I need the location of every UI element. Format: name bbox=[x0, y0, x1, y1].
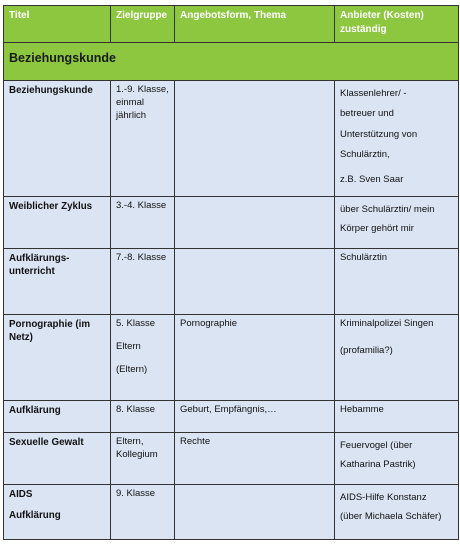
cell-angebot bbox=[175, 485, 335, 540]
cell-text: Rechte bbox=[180, 436, 211, 447]
cell-zielgruppe bbox=[111, 485, 175, 540]
cell-text: einmal bbox=[116, 96, 144, 108]
cell-text: Pornographie (im bbox=[9, 319, 91, 330]
cell-text: Beziehungskunde bbox=[9, 85, 93, 96]
cell-angebot bbox=[175, 401, 335, 433]
cell-text: Pornographie bbox=[180, 318, 238, 329]
header-titel: Titel bbox=[4, 6, 111, 43]
table-row bbox=[4, 197, 459, 249]
header-angebot: Angebotsform, Thema bbox=[175, 6, 335, 43]
table-row bbox=[4, 401, 459, 433]
cell-zielgruppe bbox=[111, 315, 175, 401]
cell-anbieter bbox=[335, 485, 459, 540]
cell-text: Eltern, bbox=[116, 436, 144, 447]
header-anbieter-line1: Anbieter (Kosten) bbox=[340, 10, 424, 21]
cell-anbieter bbox=[335, 249, 459, 315]
cell-anbieter bbox=[335, 401, 459, 433]
cell-text: 3.-4. Klasse bbox=[116, 200, 167, 211]
cell-text: Hebamme bbox=[340, 404, 384, 415]
header-anbieter-line2: zuständig bbox=[340, 23, 387, 35]
cell-text: (über Michaela Schäfer) bbox=[340, 511, 442, 522]
cell-text: Eltern bbox=[116, 340, 141, 352]
table-row bbox=[4, 81, 459, 197]
cell-text: 1.-9. Klasse, bbox=[116, 84, 169, 95]
cell-text: jährlich bbox=[116, 109, 147, 121]
cell-titel bbox=[4, 433, 111, 485]
cell-zielgruppe bbox=[111, 197, 175, 249]
cell-text: AIDS bbox=[9, 489, 33, 500]
cell-text: betreuer und bbox=[340, 108, 394, 120]
cell-text: Netz) bbox=[9, 332, 33, 344]
cell-zielgruppe bbox=[111, 249, 175, 315]
cell-text: Katharina Pastrik) bbox=[340, 459, 416, 470]
cell-text: AIDS-Hilfe Konstanz bbox=[340, 492, 427, 503]
cell-text: Aufklärung bbox=[9, 510, 61, 522]
cell-text: (profamilia?) bbox=[340, 344, 393, 356]
cell-zielgruppe bbox=[111, 401, 175, 433]
cell-text: 9. Klasse bbox=[116, 488, 156, 499]
cell-text: 8. Klasse bbox=[116, 404, 156, 415]
cell-text: Geburt, Empfängnis,… bbox=[180, 404, 277, 415]
header-zielgruppe: Zielgruppe bbox=[111, 6, 175, 43]
table-row bbox=[4, 249, 459, 315]
cell-text: Feuervogel (über bbox=[340, 440, 413, 451]
cell-titel bbox=[4, 485, 111, 540]
cell-titel bbox=[4, 81, 111, 197]
cell-text: Aufklärungs- bbox=[9, 253, 70, 264]
table-header-row bbox=[4, 6, 459, 43]
table-row bbox=[4, 485, 459, 540]
cell-zielgruppe bbox=[111, 433, 175, 485]
cell-text: Kriminalpolizei Singen bbox=[340, 318, 434, 329]
header-anbieter bbox=[335, 6, 459, 43]
cell-anbieter bbox=[335, 81, 459, 197]
cell-text: 7.-8. Klasse bbox=[116, 252, 167, 263]
cell-text: Kollegium bbox=[116, 448, 158, 460]
cell-angebot bbox=[175, 81, 335, 197]
section-title: Beziehungskunde bbox=[4, 43, 459, 81]
cell-text: Aufklärung bbox=[9, 405, 61, 416]
cell-text: über Schulärztin/ mein bbox=[340, 204, 435, 215]
cell-text: Schulärztin bbox=[340, 252, 387, 263]
cell-text: Schulärztin, bbox=[340, 149, 390, 161]
cell-text: Körper gehört mir bbox=[340, 223, 414, 234]
cell-text: Unterstützung von bbox=[340, 128, 418, 140]
offers-table bbox=[3, 5, 459, 540]
document-page bbox=[3, 5, 458, 540]
cell-text: z.B. Sven Saar bbox=[340, 173, 404, 185]
cell-titel bbox=[4, 249, 111, 315]
table-row bbox=[4, 315, 459, 401]
cell-text: unterricht bbox=[9, 266, 55, 278]
cell-text: Klassenlehrer/ - bbox=[340, 88, 407, 99]
section-row bbox=[4, 43, 459, 81]
cell-titel bbox=[4, 401, 111, 433]
cell-text: (Eltern) bbox=[116, 363, 148, 375]
cell-titel bbox=[4, 315, 111, 401]
cell-anbieter bbox=[335, 197, 459, 249]
cell-text: Weiblicher Zyklus bbox=[9, 201, 93, 212]
cell-angebot bbox=[175, 315, 335, 401]
cell-text: 5. Klasse bbox=[116, 318, 156, 329]
cell-anbieter bbox=[335, 315, 459, 401]
cell-anbieter bbox=[335, 433, 459, 485]
cell-angebot bbox=[175, 197, 335, 249]
table-row bbox=[4, 433, 459, 485]
cell-angebot bbox=[175, 433, 335, 485]
cell-angebot bbox=[175, 249, 335, 315]
cell-zielgruppe bbox=[111, 81, 175, 197]
cell-titel bbox=[4, 197, 111, 249]
cell-text: Sexuelle Gewalt bbox=[9, 437, 84, 448]
